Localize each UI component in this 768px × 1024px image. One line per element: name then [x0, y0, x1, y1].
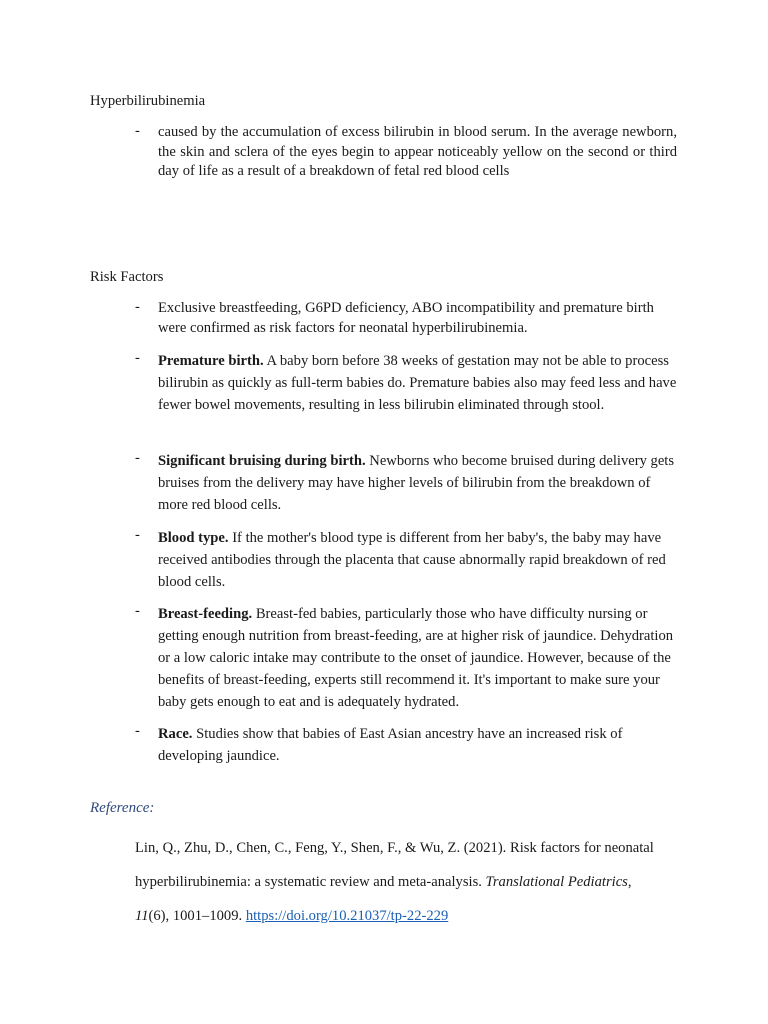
risk-factor-title: Race. — [158, 726, 193, 742]
risk-factor-text: Exclusive breastfeeding, G6PD deficiency, ABO incompatibility and premature birth were confirmed as risk factors for neonatal hyperbilirubinemia. — [158, 300, 654, 336]
reference-label: Reference: — [90, 800, 155, 816]
section-heading-hyperbilirubinemia: Hyperbilirubinemia — [90, 93, 206, 109]
citation-title: hyperbilirubinemia: a systematic review and meta-analysis. — [135, 874, 486, 890]
risk-factor-description: A baby born before 38 weeks of gestation may not be able to process bilirubin as quickly as full-term babies do. Premature babies also may feed less and have fewer bowel movements, resulting in less bilirubin eliminated through stool. — [158, 353, 677, 413]
bullet-dash: - — [135, 723, 140, 739]
risk-factor-text — [158, 527, 677, 593]
risk-factor-title: Significant bruising during birth. — [158, 453, 366, 469]
risk-factor-description: Studies show that babies of East Asian ancestry have an increased risk of developing jaundice. — [158, 726, 623, 764]
risk-factor-title: Blood type. — [158, 530, 229, 546]
risk-factor-bullet-race — [135, 723, 677, 767]
risk-factor-bullet-premature-birth — [135, 350, 677, 416]
risk-factor-description: If the mother's blood type is different from her baby's, the baby may have received antibodies through the placenta that cause abnormally rapid breakdown of red blood cells. — [158, 530, 666, 590]
risk-factor-text — [158, 450, 677, 516]
citation-punct: , — [627, 874, 632, 890]
issue-pages: (6), 1001–1009. — [148, 908, 246, 924]
bullet-dash: - — [135, 123, 140, 139]
risk-factor-description: Newborns who become bruised during delivery gets bruises from the delivery may have higher levels of bilirubin from the breakdown of more red blood cells. — [158, 453, 675, 513]
bullet-dash: - — [135, 450, 140, 466]
risk-factor-bullet-blood-type — [135, 527, 677, 593]
risk-factor-text — [158, 723, 677, 767]
risk-factor-bullet-breast-feeding — [135, 603, 677, 713]
definition-text: caused by the accumulation of excess bilirubin in blood serum. In the average newborn, the skin and sclera of the eyes begin to appear noticeably yellow on the second or third day of life as a result of a breakdown of fetal red blood cells — [158, 124, 677, 179]
definition-bullet — [135, 123, 677, 182]
doi-link[interactable]: https://doi.org/10.21037/tp-22-229 — [245, 908, 449, 924]
journal-volume: 11 — [135, 908, 149, 924]
citation — [135, 831, 695, 933]
citation-line-3 — [135, 899, 695, 933]
bullet-dash: - — [135, 350, 140, 366]
bullet-dash: - — [135, 603, 140, 619]
bullet-dash: - — [135, 527, 140, 543]
risk-factor-title: Premature birth. — [158, 353, 264, 369]
section-heading-risk-factors: Risk Factors — [90, 269, 164, 285]
risk-factor-text — [158, 350, 677, 416]
risk-factor-text — [158, 603, 677, 713]
risk-factor-bullet-bruising — [135, 450, 677, 516]
citation-line-1: Lin, Q., Zhu, D., Chen, C., Feng, Y., Shen, F., & Wu, Z. (2021). Risk factors for neonatal — [135, 840, 654, 856]
risk-factor-description: Breast-fed babies, particularly those who have difficulty nursing or getting enough nutrition from breast-feeding, are at higher risk of jaundice. Dehydration or a low caloric intake may contribute to the onset of jaundice. However, because of the benefits of breast-feeding, experts still recommend it. It's important to make sure your baby gets enough to eat and is adequately hydrated. — [158, 606, 674, 710]
risk-factor-title: Breast-feeding. — [158, 606, 253, 622]
risk-factor-bullet-summary — [135, 299, 677, 338]
bullet-dash: - — [135, 299, 140, 315]
citation-line-2 — [135, 865, 695, 899]
journal-name: Translational Pediatrics — [485, 874, 628, 890]
